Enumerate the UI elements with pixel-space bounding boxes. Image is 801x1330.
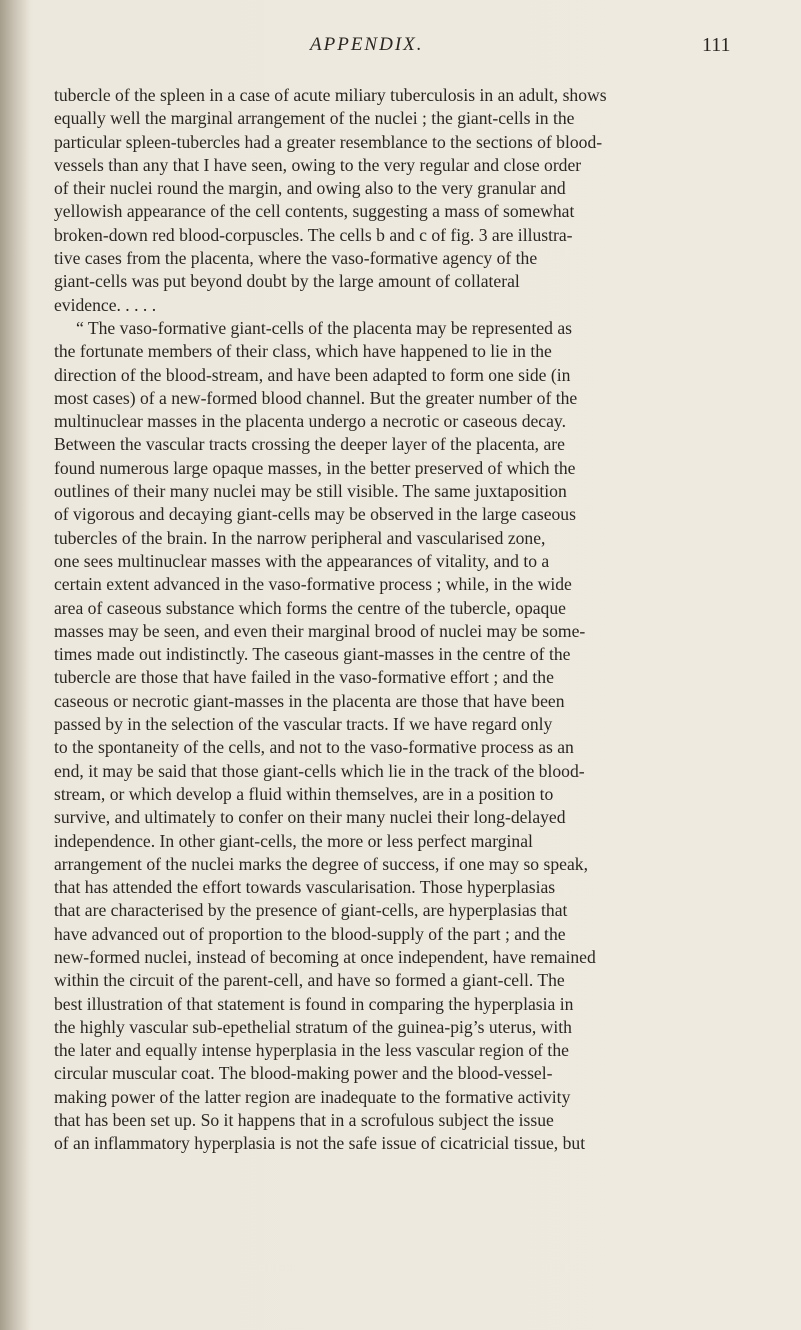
text-line: that has attended the effort towards vascularisation. Those hyperplasias <box>54 877 556 898</box>
text-line: yellowish appearance of the cell contents, suggesting a mass of somewhat <box>54 201 575 222</box>
text-line: one sees multinuclear masses with the appearances of vitality, and to a <box>54 550 550 571</box>
text-line: Between the vascular tracts crossing the deeper layer of the placenta, are <box>54 434 565 455</box>
text-line: to the spontaneity of the cells, and not to the vaso-formative process as an <box>54 737 574 758</box>
text-line: end, it may be said that those giant-cells which lie in the track of the blood- <box>54 760 585 781</box>
running-title: APPENDIX. <box>310 34 424 55</box>
text-line: the highly vascular sub-epethelial stratum of the guinea-pig’s uterus, with <box>54 1016 572 1037</box>
text-line: certain extent advanced in the vaso-formative process ; while, in the wide <box>54 574 572 595</box>
text-line: making power of the latter region are inadequate to the formative activity <box>54 1086 571 1107</box>
text-line: particular spleen-tubercles had a greater resemblance to the sections of blood- <box>54 131 603 152</box>
text-line: that has been set up. So it happens that in a scrofulous subject the issue <box>54 1110 554 1131</box>
text-line: found numerous large opaque masses, in the better preserved of which the <box>54 457 576 478</box>
text-line: best illustration of that statement is found in comparing the hyperplasia in <box>54 993 574 1014</box>
text-line: direction of the blood-stream, and have been adapted to form one side (in <box>54 364 571 385</box>
text-line: the fortunate members of their class, which have happened to lie in the <box>54 341 552 362</box>
text-line: giant-cells was put beyond doubt by the large amount of collateral <box>54 271 520 292</box>
text-line: passed by in the selection of the vascular tracts. If we have regard only <box>54 714 553 735</box>
page-header <box>0 30 801 60</box>
text-line: masses may be seen, and even their marginal brood of nuclei may be some- <box>54 620 586 641</box>
binding-shadow <box>0 0 30 1330</box>
text-line: most cases) of a new-formed blood channel. But the greater number of the <box>54 387 578 408</box>
text-line: stream, or which develop a fluid within themselves, are in a position to <box>54 783 554 804</box>
text-line: of their nuclei round the margin, and owing also to the very granular and <box>54 178 566 199</box>
text-line: have advanced out of proportion to the blood-supply of the part ; and the <box>54 923 566 944</box>
text-line: caseous or necrotic giant-masses in the placenta are those that have been <box>54 690 565 711</box>
text-line: outlines of their many nuclei may be still visible. The same juxtaposition <box>54 481 567 502</box>
text-line: of vigorous and decaying giant-cells may be observed in the large caseous <box>54 504 576 525</box>
page-number: 111 <box>702 34 731 56</box>
text-line: of an inflammatory hyperplasia is not the safe issue of cicatricial tissue, but <box>54 1133 586 1154</box>
text-line: arrangement of the nuclei marks the degree of success, if one may so speak, <box>54 853 588 874</box>
text-line: within the circuit of the parent-cell, and have so formed a giant-cell. The <box>54 970 565 991</box>
text-line: the later and equally intense hyperplasia in the less vascular region of the <box>54 1040 569 1061</box>
text-line: survive, and ultimately to confer on their many nuclei their long-delayed <box>54 807 566 828</box>
text-line: vessels than any that I have seen, owing to the very regular and close order <box>54 154 582 175</box>
text-line: circular muscular coat. The blood-making power and the blood-vessel- <box>54 1063 553 1084</box>
text-line: new-formed nuclei, instead of becoming at once independent, have remained <box>54 946 596 967</box>
text-line: area of caseous substance which forms the centre of the tubercle, opaque <box>54 597 566 618</box>
text-line: multinuclear masses in the placenta undergo a necrotic or caseous decay. <box>54 411 566 432</box>
text-line: tive cases from the placenta, where the vaso-formative agency of the <box>54 248 538 269</box>
text-line: times made out indistinctly. The caseous giant-masses in the centre of the <box>54 644 571 665</box>
text-line: “ The vaso-formative giant-cells of the placenta may be represented as <box>76 317 572 338</box>
text-line: independence. In other giant-cells, the more or less perfect marginal <box>54 830 533 851</box>
text-line: that are characterised by the presence of giant-cells, are hyperplasias that <box>54 900 568 921</box>
text-line: tubercle of the spleen in a case of acute miliary tuberculosis in an adult, shows <box>54 85 607 105</box>
text-line: evidence. . . . . <box>54 294 157 315</box>
body-text <box>54 84 772 1156</box>
text-line: broken-down red blood-corpuscles. The cells b and c of fig. 3 are illustra- <box>54 224 573 245</box>
text-line: tubercles of the brain. In the narrow peripheral and vascularised zone, <box>54 527 546 548</box>
text-line: equally well the marginal arrangement of the nuclei ; the giant-cells in the <box>54 108 575 129</box>
text-line: tubercle are those that have failed in the vaso-formative effort ; and the <box>54 667 554 688</box>
